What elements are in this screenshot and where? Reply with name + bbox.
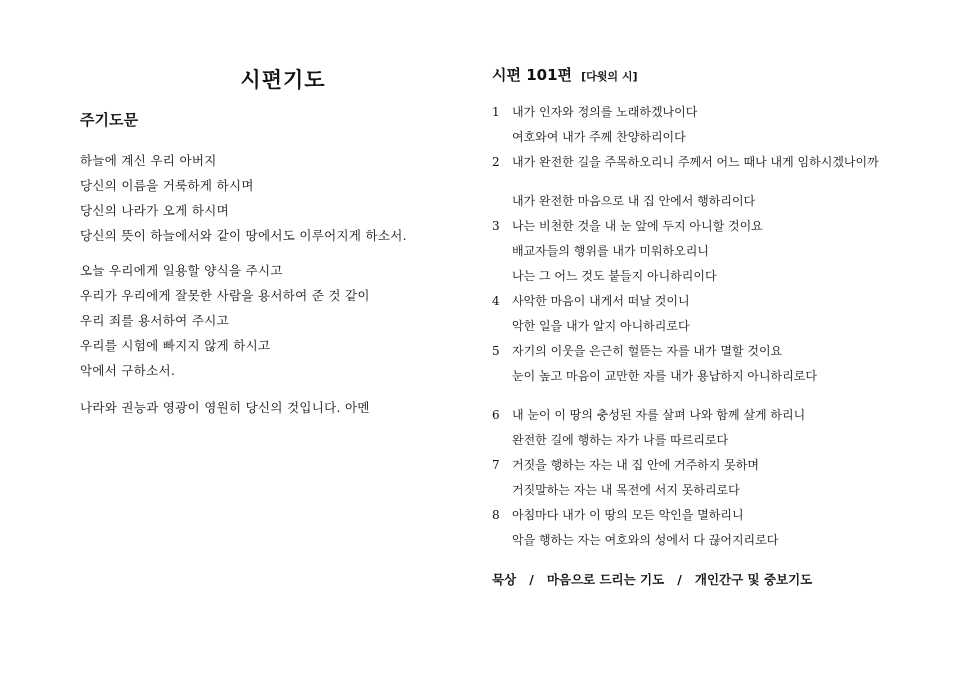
psalm-header (492, 64, 638, 85)
psalm-title: 시편 101편 (492, 66, 573, 84)
verse-number: 2 (492, 155, 500, 169)
verse-line (492, 503, 932, 528)
verse-text: 내 눈이 이 땅의 충성된 자를 살펴 나와 함께 살게 하리니 (512, 408, 806, 422)
prayer-line: 하늘에 계신 우리 아버지 (80, 153, 217, 168)
verse-line: 거짓말하는 자는 내 목전에 서지 못하리로다 (512, 483, 740, 497)
verse-number: 8 (492, 508, 500, 522)
prayer-line: 악에서 구하소서. (80, 363, 176, 378)
psalm-subtitle: [다윗의 시] (581, 70, 638, 83)
prayer-line: 당신의 뜻이 하늘에서와 같이 땅에서도 이루어지게 하소서. (80, 228, 407, 243)
prayer-line: 당신의 나라가 오게 하시며 (80, 203, 229, 218)
verse-line: 완전한 길에 행하는 자가 나를 따르리로다 (512, 433, 729, 447)
verse-line: 내가 완전한 마음으로 내 집 안에서 행하리이다 (512, 194, 756, 208)
verse-text: 자기의 이웃을 은근히 헐뜯는 자를 내가 멸할 것이요 (512, 344, 783, 358)
verse-line (492, 453, 932, 478)
verse-line: 악한 일을 내가 알지 아니하리로다 (512, 319, 690, 333)
verse-line: 악을 행하는 자는 여호와의 성에서 다 끊어지리로다 (512, 533, 779, 547)
verse-number: 6 (492, 408, 500, 422)
verse-text: 사악한 마음이 내게서 떠날 것이니 (512, 294, 690, 308)
prayer-paragraph-3 (80, 395, 500, 420)
verse-line (492, 339, 932, 364)
footer-instructions: 묵상 / 마음으로 드리는 기도 / 개인간구 및 중보기도 (492, 572, 813, 587)
prayer-line: 당신의 이름을 거룩하게 하시며 (80, 178, 254, 193)
verse-line (492, 403, 932, 428)
verse-line (492, 150, 932, 175)
prayer-line: 나라와 권능과 영광이 영원히 당신의 것입니다. 아멘 (80, 400, 370, 415)
verse-text: 내가 완전한 길을 주목하오리니 주께서 어느 때나 내게 임하시겠나이까 (512, 155, 879, 169)
verse-line (492, 100, 932, 125)
verse-number: 4 (492, 294, 500, 308)
prayer-line: 우리 죄를 용서하여 주시고 (80, 313, 229, 328)
psalm-verses (492, 100, 932, 553)
prayer-line: 우리가 우리에게 잘못한 사람을 용서하여 준 것 같이 (80, 288, 370, 303)
page-title: 시편기도 (240, 68, 326, 92)
prayer-line: 오늘 우리에게 일용할 양식을 주시고 (80, 263, 283, 278)
verse-line: 여호와여 내가 주께 찬양하리이다 (512, 130, 686, 144)
verse-text: 내가 인자와 정의를 노래하겠나이다 (512, 105, 698, 119)
verse-number: 1 (492, 105, 500, 119)
prayer-paragraph-1 (80, 148, 500, 248)
verse-number: 5 (492, 344, 500, 358)
verse-gap (492, 389, 932, 403)
prayer-line: 우리를 시험에 빠지지 않게 하시고 (80, 338, 271, 353)
verse-number: 7 (492, 458, 500, 472)
prayer-paragraph-2 (80, 258, 500, 383)
verse-line: 배교자들의 행위를 내가 미워하오리니 (512, 244, 709, 258)
verse-line: 눈이 높고 마음이 교만한 자를 내가 용납하지 아니하리로다 (512, 369, 817, 383)
verse-text: 아침마다 내가 이 땅의 모든 악인을 멸하리니 (512, 508, 744, 522)
verse-text: 나는 비천한 것을 내 눈 앞에 두지 아니할 것이요 (512, 219, 763, 233)
verse-line-blank (492, 175, 932, 189)
verse-line (492, 289, 932, 314)
verse-line (492, 214, 932, 239)
verse-text: 거짓을 행하는 자는 내 집 안에 거주하지 못하며 (512, 458, 759, 472)
verse-number: 3 (492, 219, 500, 233)
section-title: 주기도문 (80, 111, 138, 129)
verse-line: 나는 그 어느 것도 붙들지 아니하리이다 (512, 269, 717, 283)
